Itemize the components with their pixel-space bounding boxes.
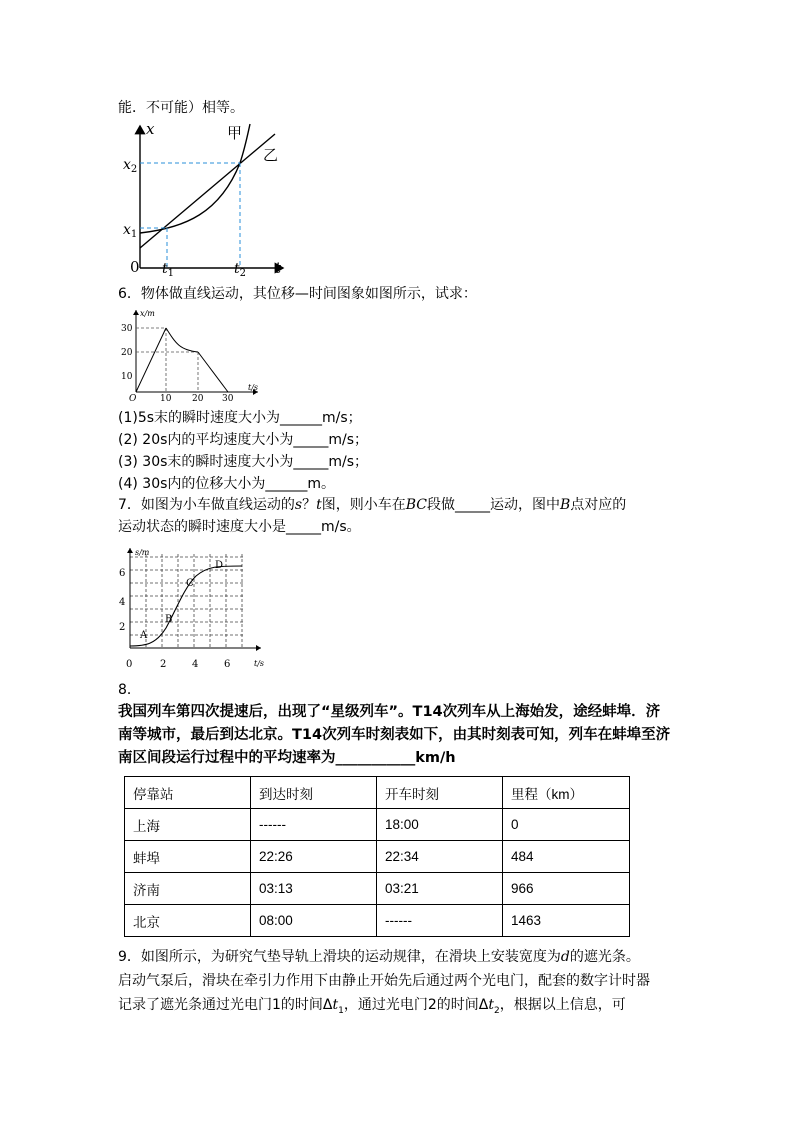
q7-stem-line2: 运动状态的瞬时速度大小是_____m/s。 [118,519,361,535]
table-row [125,809,630,841]
table-cell: 0 [503,809,630,841]
q6-xtick-30: 30 [222,394,234,404]
table-cell: 03:21 [377,873,503,905]
q6-item-3: (3) 30s末的瞬时速度大小为_____m/s； [118,454,369,470]
table-cell: 22:26 [251,841,377,873]
q7-ytick-6: 6 [119,568,126,579]
q9-stem-line3: 记录了遮光条通过光电门1的时间$\Delta t_1$，通过光电门2的时间$\Delta t_2$，根据以上信息，可 [118,997,626,1016]
q5-label-jia: 甲 [227,124,243,142]
table-header-row [125,777,630,809]
q6-ytick-20: 20 [121,348,133,358]
q5-tail-text: 能．不可能）相等。 [118,100,244,116]
q6-item-2: (2) 20s内的平均速度大小为_____m/s； [118,432,369,448]
q5-xt-graph [115,118,295,280]
q7-xtick-2: 2 [160,659,167,670]
q6-ytick-10: 10 [121,372,133,382]
table-cell: 22:34 [377,841,503,873]
q5-label-yi: 乙 [263,146,279,164]
q6-item-1: (1)5s末的瞬时速度大小为______m/s； [118,410,362,426]
table-cell: 济南 [125,873,251,905]
table-row [125,905,630,937]
q6-label-y: x/m [140,309,155,318]
q6-segment-1 [136,328,166,392]
q7-point-a: A [140,630,148,641]
table-cell: 03:13 [251,873,377,905]
table-cell: 18:00 [377,809,503,841]
q7-point-c: C [186,578,194,589]
q7-ytick-4: 4 [119,597,126,608]
q5-label-x2: $x_2$ [123,157,138,175]
q7-ytick-2: 2 [119,622,126,633]
q9-stem-line1: 9．如图所示，为研究气垫导轨上滑块的运动规律，在滑块上安装宽度为d的遮光条。 [118,949,640,965]
table-cell: 484 [503,841,630,873]
q8-stem-line3: 南区间段运行过程中的平均速率为___________km/h [118,750,456,766]
q7-point-d: D [215,560,224,571]
q6-segment-2 [166,328,198,352]
table-cell: 蚌埠 [125,841,251,873]
q7-label-origin: 0 [126,659,133,670]
q9-stem-line2: 启动气泵后，滑块在牵引力作用下由静止开始先后通过两个光电门，配套的数字计时器 [118,973,650,989]
table-row [125,841,630,873]
q7-point-b: B [165,614,173,625]
table-header-cell: 开车时刻 [377,777,503,809]
q7-label-x: t/s [254,659,265,668]
q8-stem-line2: 南等城市，最后到达北京。T14次列车时刻表如下，由其时刻表可知，列车在蚌埠至济 [118,727,671,743]
q6-ytick-30: 30 [121,324,133,334]
q7-xtick-4: 4 [192,659,199,670]
q7-st-graph [116,544,276,674]
q5-label-origin: 0 [130,258,140,276]
q8-timetable [124,776,630,937]
q6-label-origin: O [129,394,137,404]
q6-xtick-10: 10 [160,394,172,404]
q6-xt-graph [118,304,268,404]
q6-label-x: t/s [248,383,259,392]
q5-label-t1: $t_1$ [162,261,175,279]
q7-stem-line1: 7．如图为小车做直线运动的s？t图，则小车在BC段做_____运动，图中B点对应的 [118,497,627,513]
table-cell: 1463 [503,905,630,937]
q5-line-yi [140,134,275,248]
q5-label-t2: $t_2$ [234,261,247,279]
table-cell: 08:00 [251,905,377,937]
q5-label-x: t [275,259,282,277]
q8-stem-line1: 我国列车第四次提速后，出现了“星级列车”。T14次列车从上海始发，途经蚌埠．济 [118,704,661,720]
q5-label-y: x [146,120,155,138]
table-cell: 966 [503,873,630,905]
table-cell: ------ [251,809,377,841]
q6-segment-3 [198,352,228,392]
table-cell: 北京 [125,905,251,937]
q6-item-4: (4) 30s内的位移大小为______m。 [118,476,336,492]
q6-xtick-20: 20 [192,394,204,404]
table-row [125,873,630,905]
q7-label-y: s/m [135,548,150,557]
table-cell: ------ [377,905,503,937]
q6-stem: 6．物体做直线运动，其位移—时间图象如图所示，试求： [118,286,477,302]
table-header-cell: 到达时刻 [251,777,377,809]
q7-xtick-6: 6 [224,659,231,670]
q8-number: 8． [118,682,141,698]
table-header-cell: 里程（km） [503,777,630,809]
q5-label-x1: $x_1$ [123,222,138,240]
table-header-cell: 停靠站 [125,777,251,809]
table-cell: 上海 [125,809,251,841]
